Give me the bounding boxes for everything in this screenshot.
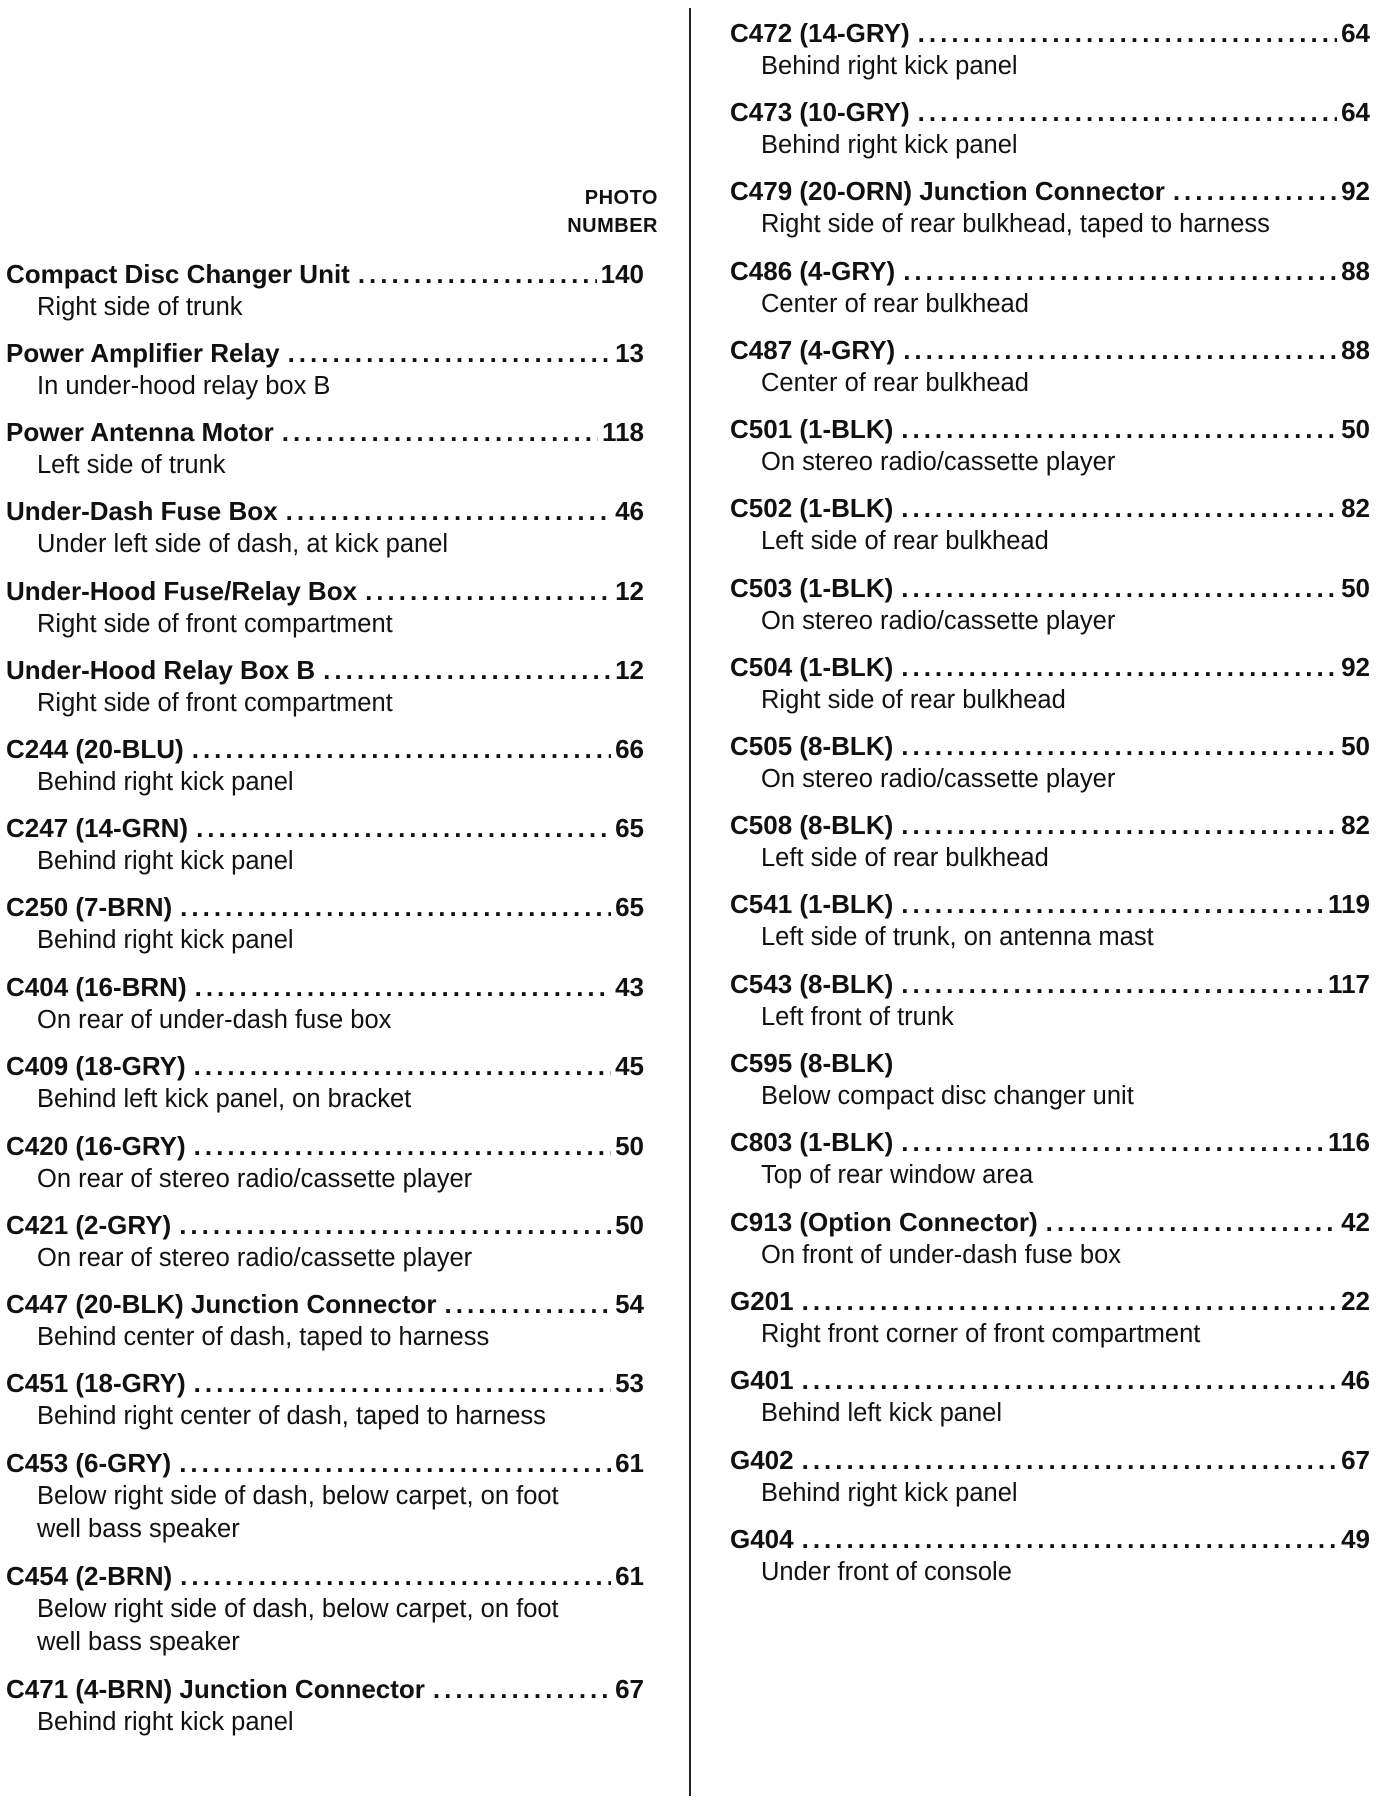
photo-number: 117	[1328, 969, 1370, 999]
index-entry	[6, 257, 644, 324]
index-entry	[730, 967, 1370, 1034]
entry-location: Center of rear bulkhead	[761, 369, 1029, 397]
entry-location: On rear of stereo radio/cassette player	[37, 1165, 473, 1193]
index-entry	[730, 1205, 1370, 1272]
index-entry	[6, 1049, 644, 1116]
photo-number: 64	[1341, 18, 1370, 48]
entry-location: Right side of front compartment	[37, 689, 393, 717]
entry-location: well bass speaker	[37, 1515, 240, 1543]
entry-name: Compact Disc Changer Unit	[6, 259, 350, 289]
entry-location: In under-hood relay box B	[37, 372, 331, 400]
entry-location: Top of rear window area	[761, 1161, 1034, 1189]
entry-name: Power Amplifier Relay	[6, 338, 280, 368]
photo-number: 64	[1341, 97, 1370, 127]
photo-number: 61	[615, 1561, 644, 1591]
photo-number: 88	[1341, 256, 1370, 286]
entry-location: On front of under-dash fuse box	[761, 1241, 1122, 1269]
photo-number: 92	[1341, 652, 1370, 682]
entry-name: C244 (20-BLU)	[6, 734, 184, 764]
entry-location: On stereo radio/cassette player	[761, 448, 1116, 476]
entry-location: Left side of rear bulkhead	[761, 844, 1049, 872]
index-entry	[730, 1046, 1370, 1113]
index-entry	[6, 415, 644, 482]
entry-name: C409 (18-GRY)	[6, 1051, 186, 1081]
entry-location: On stereo radio/cassette player	[761, 607, 1116, 635]
photo-number: 65	[615, 813, 644, 843]
index-entry	[730, 254, 1370, 321]
entry-location: Left side of trunk	[37, 451, 226, 479]
entry-location: Below right side of dash, below carpet, on foot	[37, 1595, 559, 1623]
entry-name: G402	[730, 1445, 794, 1475]
index-entry	[730, 333, 1370, 400]
index-entry	[730, 16, 1370, 83]
photo-number: 67	[1341, 1445, 1370, 1475]
entry-name: C447 (20-BLK) Junction Connector	[6, 1289, 437, 1319]
entry-location: Center of rear bulkhead	[761, 290, 1029, 318]
photo-number: 46	[615, 496, 644, 526]
entry-location: Right side of front compartment	[37, 610, 393, 638]
entry-name: C541 (1-BLK)	[730, 889, 894, 919]
entry-name: C421 (2-GRY)	[6, 1210, 172, 1240]
entry-location: Behind right kick panel	[37, 847, 294, 875]
number-label: NUMBER	[567, 215, 658, 237]
index-entry	[6, 732, 644, 799]
entry-name: G201	[730, 1286, 794, 1316]
photo-number: 54	[615, 1289, 644, 1319]
index-entry	[6, 336, 644, 403]
entry-name: C471 (4-BRN) Junction Connector	[6, 1674, 425, 1704]
entry-name: Under-Hood Relay Box B	[6, 655, 316, 685]
entry-location: Behind center of dash, taped to harness	[37, 1323, 490, 1351]
photo-number: 61	[615, 1448, 644, 1478]
index-entry	[730, 887, 1370, 954]
photo-number: 88	[1341, 335, 1370, 365]
entry-name: C420 (16-GRY)	[6, 1131, 186, 1161]
entry-name: C505 (8-BLK)	[730, 731, 894, 761]
index-entry	[6, 1287, 644, 1354]
entry-name: C454 (2-BRN)	[6, 1561, 173, 1591]
photo-number: 67	[615, 1674, 644, 1704]
index-entry	[730, 1522, 1370, 1589]
index-entry	[6, 1446, 644, 1546]
index-entry	[6, 1208, 644, 1275]
photo-label: PHOTO	[584, 187, 658, 209]
index-entry	[730, 491, 1370, 558]
index-entry	[6, 890, 644, 957]
entry-location: Behind right kick panel	[37, 768, 294, 796]
photo-number: 50	[1341, 731, 1370, 761]
index-entry	[6, 574, 644, 641]
photo-number-header	[500, 184, 658, 240]
entry-name: Power Antenna Motor	[6, 417, 274, 447]
photo-number: 49	[1341, 1524, 1370, 1554]
entry-name: C504 (1-BLK)	[730, 652, 894, 682]
entry-location: Right side of trunk	[37, 293, 243, 321]
entry-name: C247 (14-GRN)	[6, 813, 189, 843]
entry-name: C472 (14-GRY)	[730, 18, 910, 48]
photo-number: 50	[615, 1210, 644, 1240]
photo-number: 42	[1341, 1207, 1370, 1237]
entry-name: C803 (1-BLK)	[730, 1127, 894, 1157]
entry-location: Under front of console	[761, 1558, 1012, 1586]
entry-location: Right front corner of front compartment	[761, 1320, 1201, 1348]
entry-location: Below compact disc changer unit	[761, 1082, 1134, 1110]
photo-number: 43	[615, 972, 644, 1002]
photo-number: 140	[600, 259, 644, 289]
entry-location: Behind right kick panel	[37, 926, 294, 954]
entry-location: Behind right center of dash, taped to harness	[37, 1402, 546, 1430]
photo-number: 45	[615, 1051, 644, 1081]
photo-number: 116	[1328, 1127, 1370, 1157]
photo-number: 65	[615, 892, 644, 922]
index-entry	[730, 650, 1370, 717]
entry-name: C473 (10-GRY)	[730, 97, 910, 127]
entry-location: Right side of rear bulkhead	[761, 686, 1066, 714]
entry-name: C913 (Option Connector)	[730, 1207, 1038, 1237]
index-entry	[730, 1284, 1370, 1351]
entry-location: Behind right kick panel	[761, 1479, 1018, 1507]
index-entry	[6, 1559, 644, 1659]
index-entry	[730, 174, 1370, 241]
entry-name: C250 (7-BRN)	[6, 892, 173, 922]
entry-name: G401	[730, 1365, 794, 1395]
entry-name: C501 (1-BLK)	[730, 414, 894, 444]
photo-number: 82	[1341, 810, 1370, 840]
index-entry	[730, 1125, 1370, 1192]
index-entry	[730, 95, 1370, 162]
entry-name: G404	[730, 1524, 794, 1554]
photo-number: 53	[615, 1368, 644, 1398]
index-entry	[6, 1672, 644, 1739]
photo-number: 22	[1341, 1286, 1370, 1316]
photo-number: 119	[1328, 889, 1370, 919]
entry-location: Under left side of dash, at kick panel	[37, 530, 449, 558]
entry-name: C503 (1-BLK)	[730, 573, 894, 603]
index-entry	[730, 1363, 1370, 1430]
photo-number: 50	[1341, 414, 1370, 444]
photo-number: 92	[1341, 176, 1370, 206]
index-entry	[730, 729, 1370, 796]
index-entry	[730, 808, 1370, 875]
index-entry	[6, 1366, 644, 1433]
index-entry	[6, 811, 644, 878]
entry-name: Under-Dash Fuse Box	[6, 496, 278, 526]
index-entry	[730, 571, 1370, 638]
photo-number: 46	[1341, 1365, 1370, 1395]
entry-name: C487 (4-GRY)	[730, 335, 896, 365]
entry-name: C479 (20-ORN) Junction Connector	[730, 176, 1165, 206]
entry-name: Under-Hood Fuse/Relay Box	[6, 576, 358, 606]
photo-number: 50	[1341, 573, 1370, 603]
entry-name: C453 (6-GRY)	[6, 1448, 172, 1478]
entry-location: Left front of trunk	[761, 1003, 954, 1031]
entry-location: Behind left kick panel, on bracket	[37, 1085, 412, 1113]
photo-number: 13	[615, 338, 644, 368]
entry-location: On rear of stereo radio/cassette player	[37, 1244, 473, 1272]
entry-location: well bass speaker	[37, 1628, 240, 1656]
index-entry	[6, 970, 644, 1037]
index-entry	[6, 494, 644, 561]
entry-name: C486 (4-GRY)	[730, 256, 896, 286]
index-entry	[6, 1129, 644, 1196]
entry-name: C404 (16-BRN)	[6, 972, 187, 1002]
entry-location: On rear of under-dash fuse box	[37, 1006, 392, 1034]
entry-location: Behind right kick panel	[761, 131, 1018, 159]
entry-location: Below right side of dash, below carpet, on foot	[37, 1482, 559, 1510]
entry-location: Behind right kick panel	[761, 52, 1018, 80]
entry-name: C451 (18-GRY)	[6, 1368, 186, 1398]
entry-location: Left side of trunk, on antenna mast	[761, 923, 1154, 951]
entry-location: On stereo radio/cassette player	[761, 765, 1116, 793]
entry-location: Right side of rear bulkhead, taped to harness	[761, 210, 1270, 238]
entry-location: Behind left kick panel	[761, 1399, 1002, 1427]
entry-location: Left side of rear bulkhead	[761, 527, 1049, 555]
entry-name: C543 (8-BLK)	[730, 969, 894, 999]
entry-name: C502 (1-BLK)	[730, 493, 894, 523]
column-divider	[689, 8, 691, 1796]
photo-number: 12	[615, 655, 644, 685]
entry-name: C508 (8-BLK)	[730, 810, 894, 840]
entry-location: Behind right kick panel	[37, 1708, 294, 1736]
index-entry	[6, 653, 644, 720]
photo-number: 118	[602, 417, 644, 447]
photo-number: 12	[615, 576, 644, 606]
index-entry	[730, 1443, 1370, 1510]
photo-number: 66	[615, 734, 644, 764]
photo-number: 82	[1341, 493, 1370, 523]
index-entry	[730, 412, 1370, 479]
entry-name: C595 (8-BLK)	[730, 1048, 894, 1078]
photo-number: 50	[615, 1131, 644, 1161]
